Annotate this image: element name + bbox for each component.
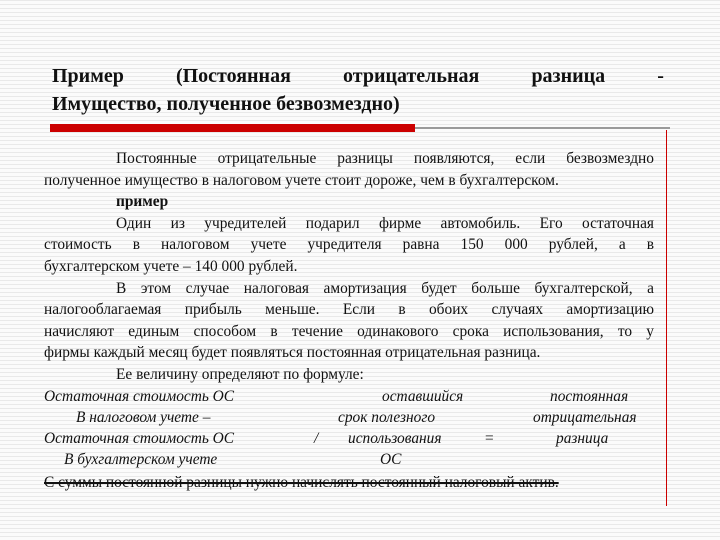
formula-term: разница bbox=[556, 429, 609, 447]
title-word: Пример bbox=[52, 65, 124, 87]
formula-term: срок полезного bbox=[338, 408, 436, 426]
title-line-1 bbox=[52, 62, 664, 90]
example-label: пример bbox=[116, 193, 169, 211]
text-line: стоимость в налоговом учете учредителя равна 150 000 рублей, а в bbox=[44, 236, 654, 254]
formula-term: Остаточная стоимость ОС bbox=[44, 387, 235, 405]
paragraph-intro bbox=[44, 148, 654, 191]
paragraph-example bbox=[44, 213, 654, 278]
title-word: (Постоянная bbox=[175, 65, 291, 87]
formula-operator: = bbox=[484, 429, 495, 447]
text-line: Постоянные отрицательные разницы появляются, если безвозмездно bbox=[116, 150, 654, 167]
text-line: В этом случае налоговая амортизация будет больше бухгалтерской, а bbox=[116, 279, 654, 297]
footer-note-text: С суммы постоянной разницы нужно начислять постоянный налоговый актив. bbox=[44, 473, 559, 491]
vertical-accent-line bbox=[666, 130, 667, 506]
title-underline-red bbox=[50, 124, 415, 132]
formula-term: использования bbox=[348, 429, 442, 447]
formula-term: В бухгалтерском учете bbox=[64, 450, 218, 468]
slide-title bbox=[52, 62, 664, 118]
formula-term: постоянная bbox=[550, 387, 629, 405]
text-line: фирмы каждый месяц будет появляться постоянная отрицательная разница. bbox=[44, 344, 541, 362]
formula-term: оставшийся bbox=[382, 387, 464, 405]
text-line: Один из учредителей подарил фирме автомобиль. Его остаточная bbox=[116, 214, 654, 232]
text-line: начисляют единым способом в течение одинакового срока использования, то у bbox=[44, 322, 654, 340]
text-line: полученное имущество в налоговом учете стоит дороже, чем в бухгалтерском. bbox=[44, 171, 559, 189]
slide-body bbox=[44, 148, 654, 493]
title-word: разница bbox=[531, 65, 606, 87]
formula-term: отрицательная bbox=[533, 408, 637, 426]
title-word: отрицательная bbox=[343, 65, 480, 87]
footer-note bbox=[44, 472, 654, 494]
formula-intro: Ее величину определяют по формуле: bbox=[116, 365, 364, 383]
paragraph-explanation bbox=[44, 278, 654, 364]
formula-operator: / bbox=[314, 429, 319, 447]
title-line-2: Имущество, полученное безвозмездно) bbox=[52, 93, 400, 115]
formula-term: В налоговом учете – bbox=[76, 408, 211, 426]
formula-term: ОС bbox=[380, 450, 402, 468]
title-underline-gray bbox=[415, 127, 670, 129]
text-line: налогооблагаемая прибыль меньше. Если в обоих случаях амортизацию bbox=[44, 301, 654, 319]
text-line: бухгалтерском учете – 140 000 рублей. bbox=[44, 257, 298, 275]
title-dash: - bbox=[657, 65, 664, 87]
formula-term: Остаточная стоимость ОС bbox=[44, 429, 235, 447]
formula-block bbox=[44, 386, 654, 472]
